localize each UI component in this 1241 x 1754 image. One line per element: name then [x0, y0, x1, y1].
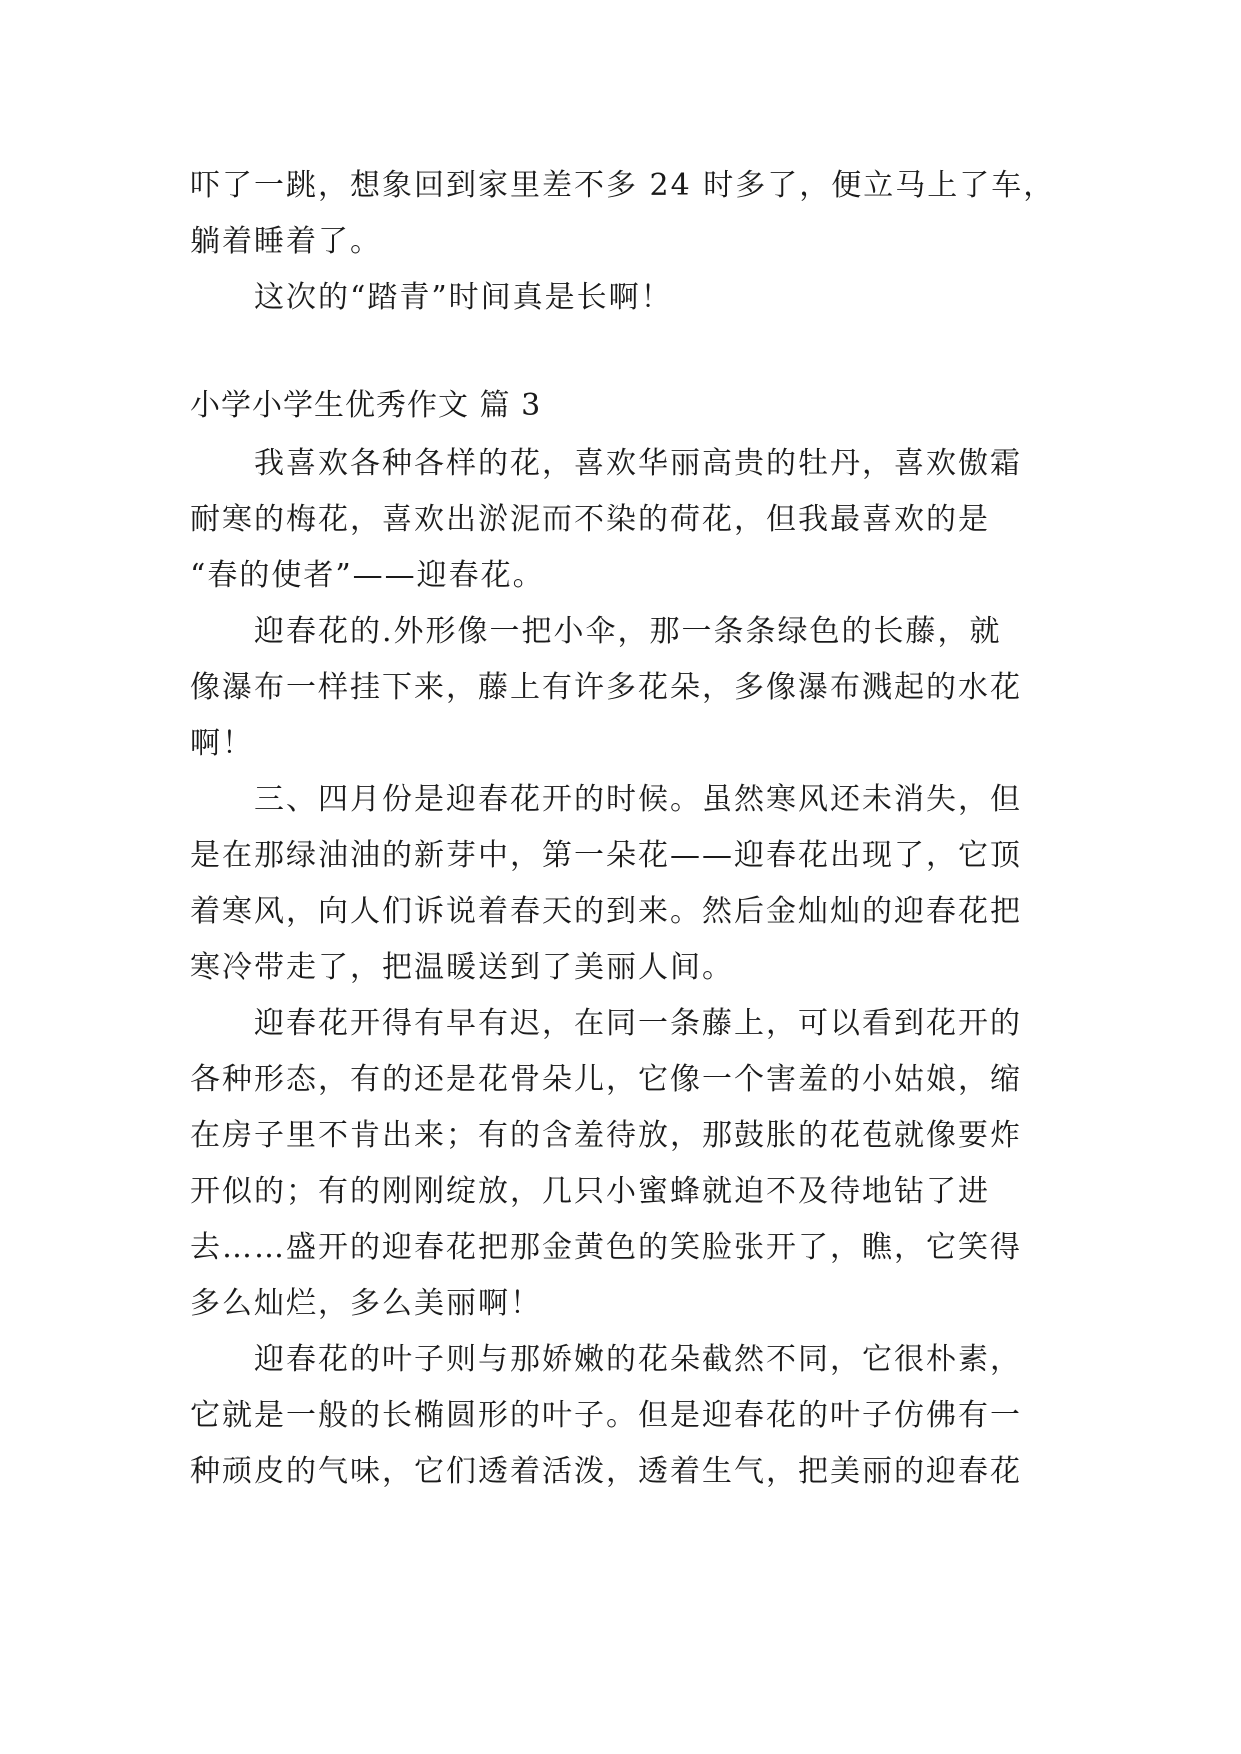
paragraph: [190, 604, 1052, 772]
text-line: 三、四月份是迎春花开的时候。虽然寒风还未消失，但: [254, 782, 1022, 817]
paragraph: [190, 1332, 1052, 1500]
paragraph: [190, 772, 1052, 996]
text-line: 各种形态，有的还是花骨朵儿，它像一个害羞的小姑娘，缩: [190, 1062, 1022, 1097]
text-line: 它就是一般的长椭圆形的叶子。但是迎春花的叶子仿佛有一: [190, 1398, 1022, 1433]
paragraph: [190, 436, 1052, 604]
text-line: 寒冷带走了，把温暖送到了美丽人间。: [190, 950, 734, 985]
text-line: 种顽皮的气味，它们透着活泼，透着生气，把美丽的迎春花: [190, 1454, 1022, 1489]
text-line: 在房子里不肯出来；有的含羞待放，那鼓胀的花苞就像要炸: [190, 1118, 1022, 1153]
section-gap: [190, 326, 1052, 376]
text-line: 迎春花的叶子则与那娇嫩的花朵截然不同，它很朴素，: [254, 1342, 1022, 1377]
text-line: 开似的；有的刚刚绽放，几只小蜜蜂就迫不及待地钻了进: [190, 1174, 990, 1209]
text-line: 迎春花开得有早有迟，在同一条藤上，可以看到花开的: [254, 1006, 1022, 1041]
text-line: 我喜欢各种各样的花，喜欢华丽高贵的牡丹，喜欢傲霜: [254, 446, 1022, 481]
text-line: “春的使者”——迎春花。: [190, 558, 545, 593]
text-line: 耐寒的梅花，喜欢出淤泥而不染的荷花，但我最喜欢的是: [190, 502, 990, 537]
section-title: 小学小学生优秀作文 篇 3: [190, 388, 542, 423]
closing-line: 这次的“踏青”时间真是长啊！: [254, 280, 673, 315]
text-line: 吓了一跳，想象回到家里差不多 24 时多了，便立马上了车，: [190, 168, 1056, 203]
text-line: 躺着睡着了。: [190, 224, 382, 259]
text-line: 是在那绿油油的新芽中，第一朵花——迎春花出现了，它顶: [190, 838, 1022, 873]
text-line: 像瀑布一样挂下来，藤上有许多花朵，多像瀑布溅起的水花: [190, 670, 1022, 705]
document-page: [190, 158, 1056, 1500]
text-line: 啊！: [190, 726, 254, 761]
paragraph: [190, 996, 1052, 1332]
text-line: 着寒风，向人们诉说着春天的到来。然后金灿灿的迎春花把: [190, 894, 1022, 929]
text-line: 去……盛开的迎春花把那金黄色的笑脸张开了，瞧，它笑得: [190, 1230, 1022, 1265]
text-line: 迎春花的.外形像一把小伞，那一条条绿色的长藤，就: [254, 614, 1002, 649]
text-line: 多么灿烂，多么美丽啊！: [190, 1286, 542, 1321]
